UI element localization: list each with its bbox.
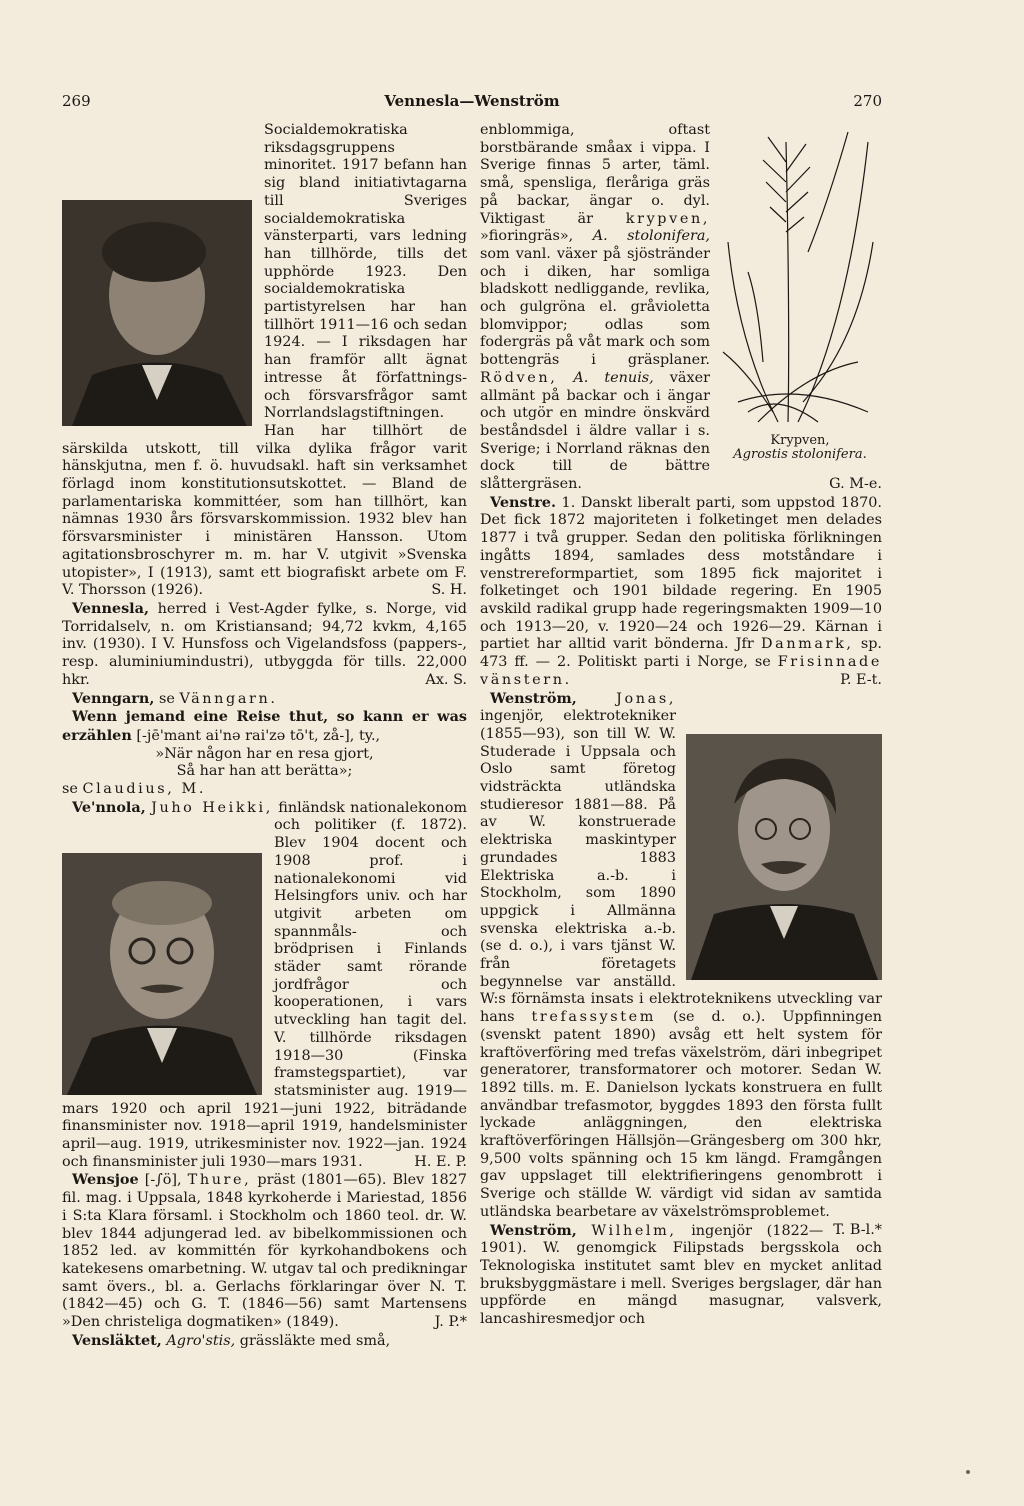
right-column xyxy=(480,122,882,1329)
latin-name: A. stolonifera, xyxy=(592,228,711,245)
left-column xyxy=(62,122,467,1351)
entry-wenn-ref: se Claudius, M. xyxy=(62,781,207,798)
speck-mark xyxy=(966,1470,970,1474)
portrait-photo-wenstrom xyxy=(686,734,882,980)
quote-line: »När någon har en resa gjort, xyxy=(155,745,374,762)
article-continuation: Socialdemokratiska riksdagsgruppens minoritet. 1917 befann han sig bland initiativtagarna till Sveriges socialdemokratiska vänsterparti, vars ledning han tillhörde, tills det upphörde 1923. Den socialdemokratiska partistyrelsen har han tillhört 1911—16 och sedan 1924. — I riksdagen har han framför allt ägnat intresse åt författnings- och försvarsfrågor samt Norrlandslagstiftningen. Han har tillhört de särskilda utskott, till vilka dylika frågor varit hänskjutna, men f. ö. huvudsakl. haft sin verksamhet förlagd inom konstitutionsutskottet. — Bland de parlamentariska kommittéer, som han tillhört, kan nämnas 1930 års försvarskommission. 1932 blev han försvarsminister i ministären Hansson. Utom agitationsbroschyrer m. m. har V. utgivit »Svenska utopister», I (1913), samt ett biografiskt arbete om F. V. Thorsson (1926). S. H. xyxy=(62,122,467,599)
headword: Wenström, xyxy=(490,1221,577,1239)
cross-reference: Danmark, xyxy=(761,636,854,653)
running-title: Vennesla—Wenström xyxy=(384,92,560,110)
entry-wensjoe: Wensjoe [-∫ö], Thure, präst (1801—65). Blev 1827 fil. mag. i Uppsala, 1848 kyrkoherde i Mariestad, 1856 i S:ta Klara församl. i Stockholm och 1860 teol. dr. W. blev 1844 adjungerad led. av bibelkommissionen och 1852 led. av kommittén för kyrkohandbokens och katekesens omarbetning. W. utgav tal och predikningar samt övers., bl. a. Gerlachs förklaringar över N. T. (1842—45) och G. T. (1846—56) samt Martensens »Den christeliga dogmatiken» (1849). J. P.* xyxy=(62,1171,467,1331)
person-name: Thure, xyxy=(187,1172,252,1189)
headword: Ve'nnola, xyxy=(72,798,146,816)
latin-name: Agro'stis, xyxy=(166,1332,236,1349)
headword: Venstre. xyxy=(490,493,556,511)
page-header xyxy=(62,92,882,118)
headword: Vennesla, xyxy=(72,599,149,617)
portrait-photo-vennerstrom xyxy=(62,200,252,426)
signature: T. B-l.* xyxy=(833,1221,882,1238)
signature: G. M-e. xyxy=(829,476,882,493)
headword: Venngarn, xyxy=(72,689,155,707)
portrait-image xyxy=(62,200,252,426)
entry-wenstrom-wilhelm: Wenström, Wilhelm, ingenjör (1822—1901). W. genomgick Filipstads bergsskola och Teknologiska institutet samt blev en mycket anlitad bruksbyggmästare i mell. Sveriges bergslager, där han uppförde en mängd masugnar, valsverk, lancashiresmedjor och xyxy=(480,1221,882,1328)
person-name: Juho Heikki, xyxy=(151,799,273,816)
person-name: Jonas, xyxy=(616,690,676,707)
portrait-photo-vennola xyxy=(62,853,262,1095)
signature: P. E-t. xyxy=(840,671,882,688)
quote-line: Så har han att berätta»; xyxy=(176,763,353,780)
page-number-left: 269 xyxy=(62,92,91,110)
signature: H. E. P. xyxy=(414,1153,467,1170)
entry-venstre: Venstre. 1. Danskt liberalt parti, som uppstod 1870. Det fick 1872 majoriteten i folketinget men delades 1877 i två grupper. Sedan den politiska förlikningen ingåtts 1894, samlades dess motståndare i venstrereformpartiet, som 1895 fick majoritet i folketinget och 1901 bildade regering. En 1905 avskild radikal grupp hade regeringsmakten 1909—10 och 1913—20, v. 1920—24 och 1926—29. Kärnan i partiet har alltid varit bönderna. Jfr Danmark, sp. 473 ff. — 2. Politiskt parti i Norge, se Frisinnade vänstern. P. E-t. xyxy=(480,493,882,688)
headword: Wenn jemand eine Reise thut, so kann er was erzählen xyxy=(62,708,467,744)
entry-vennola: Ve'nnola, Juho Heikki, finländsk nationalekonom och politiker (f. 1872). Blev 1904 docent och 1908 prof. i nationalekonomi vid Helsingfors univ. och har utgivit arbeten om spannmåls- och brödprisen i Finlands städer samt rörande jordfrågor och kooperationen, i vars utveckling han tagit del. V. tillhörde riksdagen 1918—30 (Finska framstegspartiet), var statsminister aug. 1919—mars 1920 och april 1921—juni 1922, biträdande finansminister nov. 1918—april 1919, handelsminister april—aug. 1919, utrikesminister nov. 1922—jan. 1924 och finansminister juli 1930—mars 1931. H. E. P. xyxy=(62,798,468,1170)
headword: Wenström, xyxy=(490,689,577,707)
entry-wenn-jemand: Wenn jemand eine Reise thut, so kann er was erzählen [-jē'mant ai'nə rai'zə tō't, zå-], ty., xyxy=(62,708,467,744)
spaced-term: trefassystem xyxy=(531,1009,657,1026)
grass-illustration xyxy=(718,122,882,462)
spaced-term: krypven, xyxy=(625,210,710,227)
entry-venslaktet-continuation: Krypven, Agrostis stolonifera. enblommiga, oftast borstbärande småax i vippa. I Sverige finnas 5 arter, täml. små, spensliga, fleråriga gräs på backar, ängar o. dyl. Viktigast är krypven, »fioringräs», A. stolonifera, som vanl. växer på sjöstränder och i diken, har somliga bladskott nedliggande, revlika, och gulgröna el. gråvioletta blomvippor; odlas som fodergräs på våt mark och som bottengräs i gräsplaner. Rödven, A. tenuis, växer allmänt på backar och i ängar och utgör en mindre önskvärd beståndsdel i äldre vallar i s. Sverige; i Norrland räknas den dock till de bättre slåttergräsen. G. M-e. xyxy=(480,122,882,493)
cross-reference: Claudius, M. xyxy=(82,781,207,798)
entry-venngarn: Venngarn, se Vänngarn. xyxy=(72,689,278,707)
figure-caption: Krypven, Agrostis stolonifera. xyxy=(733,433,867,462)
signature: J. P.* xyxy=(434,1314,467,1331)
portrait-image xyxy=(686,734,882,980)
entry-venslaktet: Vensläktet, Agro'stis, grässläkte med små, xyxy=(72,1331,391,1349)
page-number-right: 270 xyxy=(853,92,882,110)
latin-name: A. tenuis, xyxy=(573,369,654,386)
entry-vennesla: Vennesla, herred i Vest-Agder fylke, s. Norge, vid Torridalselv, n. om Kristiansand; 94,72 kvkm, 4,165 inv. (1930). I V. Hunsfoss och Vigelandsfoss (pappers-, resp. aluminiumindustri), utbyggda för tills. 22,000 hkr. Ax. S. xyxy=(62,599,467,688)
person-name: Wilhelm, xyxy=(591,1222,677,1239)
cross-reference: Frisinnade vänstern. xyxy=(480,654,882,688)
signature: S. H. xyxy=(431,582,467,599)
cross-reference: Vänngarn. xyxy=(179,690,278,707)
signature: Ax. S. xyxy=(425,671,467,688)
grass-drawing xyxy=(718,122,882,432)
headword: Wensjoe xyxy=(72,1171,139,1189)
spaced-term: Rödven, xyxy=(480,369,558,386)
entry-wenstrom-jonas: Wenström, Jonas, ingenjör, elektrotekniker (1855—93), son till W. W. Studerade i Uppsala och Oslo samt företog vidsträckta utländska studieresor 1881—88. På av W. konstruerade elektriska maskintyper grundades 1883 Elektriska a.-b. i Stockholm, som 1890 uppgick i Allmänna svenska elektriska a.-b. (se d. o.), i vars tjänst W. från företagets begynnelse var anställd. W:s förnämsta insats i elektroteknikens utveckling var hans trefassystem (se d. o.). Uppfinningen (svenskt patent 1890) avsåg ett helt system för kraftöverföring med trefas växelström, däri inbegripet generatorer, transformatorer och motorer. Sedan W. 1892 tills. m. E. Danielson lyckats konstruera en fullt användbar trefasmotor, byggdes 1893 den första fullt lyckade anläggningen, den elektriska kraftöverföringen Hällsjön—Grängesberg om 300 hkr, 9,500 volts spänning och 15 km längd. Framgången gav uppslaget till elektrifieringens genombrott i Sverige och ställde W. värdigt vid sidan av samtida utländska bearbetare av växelströmsproblemet. T. B-l.* xyxy=(480,689,882,1238)
headword: Vensläktet, xyxy=(72,1331,162,1349)
portrait-image xyxy=(62,853,262,1095)
